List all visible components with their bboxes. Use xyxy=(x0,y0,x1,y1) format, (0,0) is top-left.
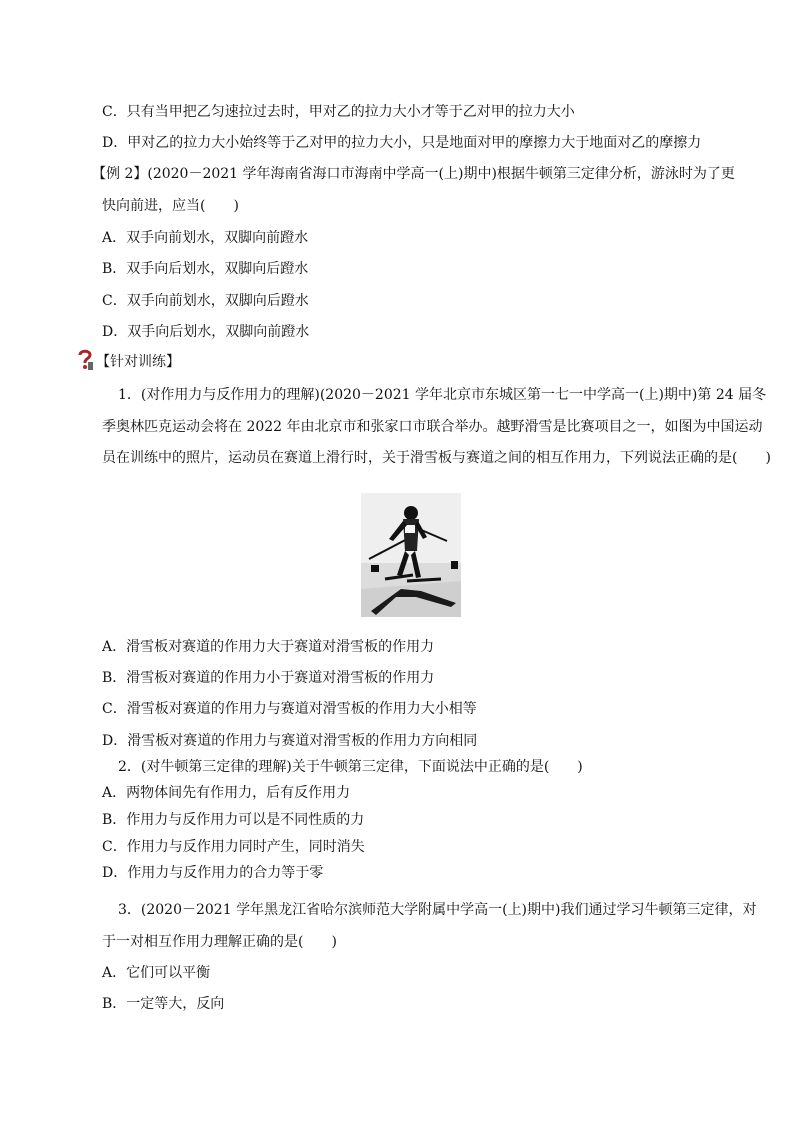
example2-option-b: B．双手向后划水，双脚向后蹬水 xyxy=(102,261,309,277)
q1-option-c: C．滑雪板对赛道的作用力与赛道对滑雪板的作用力大小相等 xyxy=(102,701,477,717)
q1-option-a: A．滑雪板对赛道的作用力大于赛道对滑雪板的作用力 xyxy=(102,639,435,655)
prev-option-d: D．甲对乙的拉力大小始终等于乙对甲的拉力大小，只是地面对甲的摩擦力大于地面对乙的摩擦力 xyxy=(102,135,702,151)
prev-option-c: C．只有当甲把乙匀速拉过去时，甲对乙的拉力大小才等于乙对甲的拉力大小 xyxy=(102,104,575,120)
training-header: 【针对训练】 xyxy=(96,354,180,370)
q2-option-c: C．作用力与反作用力同时产生，同时消失 xyxy=(102,839,365,855)
example2-option-d: D．双手向后划水，双脚向前蹬水 xyxy=(102,324,310,340)
example2-stem-line1: 【例 2】(2020－2021 学年海南省海口市海南中学高一(上)期中)根据牛顿第三定律分析，游泳时为了更 xyxy=(92,166,735,182)
example2-option-a: A．双手向前划水，双脚向前蹬水 xyxy=(102,230,309,246)
q1-stem-line2: 季奥林匹克运动会将在 2022 年由北京市和张家口市联合举办。越野滑雪是比赛项目之一，如图为中国运动 xyxy=(102,419,763,435)
q1-stem-line1: 1．(对作用力与反作用力的理解)(2020－2021 学年北京市东城区第一七一中学高一(上)期中)第 24 届冬 xyxy=(118,387,767,403)
q2-option-d: D．作用力与反作用力的合力等于零 xyxy=(102,865,324,881)
question-mark-icon xyxy=(76,348,94,372)
q2-option-a: A．两物体间先有作用力，后有反作用力 xyxy=(102,785,351,801)
q2-option-b: B．作用力与反作用力可以是不同性质的力 xyxy=(102,812,365,828)
skier-photo xyxy=(361,493,461,617)
q3-option-b: B．一定等大，反向 xyxy=(102,996,225,1012)
q3-stem-line2: 于一对相互作用力理解正确的是( ) xyxy=(102,934,337,950)
q1-option-d: D．滑雪板对赛道的作用力与赛道对滑雪板的作用力方向相同 xyxy=(102,733,478,749)
q1-stem-line3: 员在训练中的照片，运动员在赛道上滑行时，关于滑雪板与赛道之间的相互作用力，下列说法正确的是( ) xyxy=(102,450,771,466)
q3-option-a: A．它们可以平衡 xyxy=(102,965,211,981)
example2-option-c: C．双手向前划水，双脚向后蹬水 xyxy=(102,293,309,309)
q3-stem-line1: 3．(2020－2021 学年黑龙江省哈尔滨师范大学附属中学高一(上)期中)我们通过学习牛顿第三定律，对 xyxy=(118,902,757,918)
example2-stem-line2: 快向前进，应当( ) xyxy=(102,198,239,214)
q2-stem: 2．(对牛顿第三定律的理解)关于牛顿第三定律，下面说法中正确的是( ) xyxy=(118,759,583,775)
q1-option-b: B．滑雪板对赛道的作用力小于赛道对滑雪板的作用力 xyxy=(102,670,435,686)
